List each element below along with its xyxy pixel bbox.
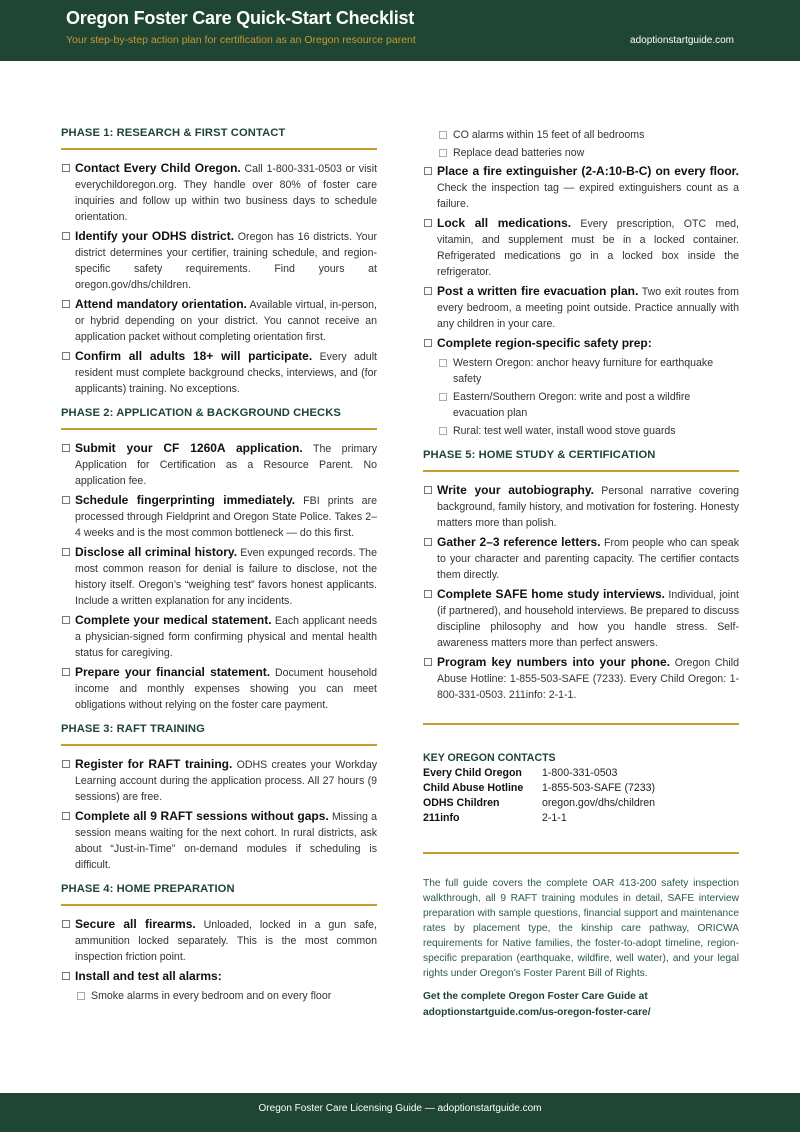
contacts-heading: KEY OREGON CONTACTS <box>423 752 556 764</box>
checklist-item: Lock all medications. Every prescription, OTC med, vitamin, and supplement must be in a locked container. Refrigerated medications go in a locked box inside the refrigerator. <box>423 215 739 280</box>
checkbox[interactable] <box>439 359 447 367</box>
checklist-item: Install and test all alarms: <box>61 968 377 985</box>
page-title: Oregon Foster Care Quick-Start Checklist <box>66 8 415 28</box>
right-column <box>423 127 739 1021</box>
phase1-heading: PHASE 1: RESEARCH & FIRST CONTACT <box>61 127 286 139</box>
header-site-link[interactable]: adoptionstartguide.com <box>630 35 734 46</box>
section-divider <box>423 852 739 854</box>
checklist-item: Complete all 9 RAFT sessions without gaps. Missing a session means waiting for the next cohort. In rural districts, ask about “Just-in-Time” on-demand modules if scheduling is difficult. <box>61 808 377 873</box>
contact-row: Child Abuse Hotline 1-855-503-SAFE (7233) <box>423 782 656 794</box>
checklist-subitem: Smoke alarms in every bedroom and on every floor <box>61 988 377 1004</box>
phase1-rule <box>61 148 377 150</box>
checklist-item: Complete SAFE home study interviews. Individual, joint (if partnered), and household interviews. Be prepared to discuss discipline philosophy and how you handle stress. Self-awareness matters more than perfect answers. <box>423 586 739 651</box>
checklist-item: Complete region-specific safety prep: <box>423 335 739 352</box>
checkbox[interactable] <box>62 496 70 504</box>
checklist-item: Schedule fingerprinting immediately. FBI prints are processed through Fieldprint and Oregon State Police. Takes 2–4 weeks and is the most common bottleneck — do this first. <box>61 492 377 541</box>
phase2-rule <box>61 428 377 430</box>
phase4-rule <box>61 904 377 906</box>
checkbox[interactable] <box>62 164 70 172</box>
left-column <box>61 127 377 1006</box>
cta-link[interactable]: Get the complete Oregon Foster Care Guide at adoptionstartguide.com/us-oregon-foster-care/ <box>423 991 651 1018</box>
checklist-item: Post a written fire evacuation plan. Two exit routes from every bedroom, a meeting point outside. Practice annually with any children in your care. <box>423 283 739 332</box>
checkbox[interactable] <box>424 486 432 494</box>
checkbox[interactable] <box>62 352 70 360</box>
checklist-item: Attend mandatory orientation. Available virtual, in-person, or hybrid depending on your district. You cannot receive an application packet without completing orientation first. <box>61 296 377 345</box>
phase2-heading: PHASE 2: APPLICATION & BACKGROUND CHECKS <box>61 407 341 419</box>
checkbox[interactable] <box>62 920 70 928</box>
checklist-item: Identify your ODHS district. Oregon has 16 districts. Your district determines your certifier, training schedule, and region-specific safety requirements. Find yours at oregon.gov/dhs/children. <box>61 228 377 293</box>
checkbox[interactable] <box>62 548 70 556</box>
checklist-subitem: Rural: test well water, install wood stove guards <box>423 423 739 439</box>
checklist-item: Gather 2–3 reference letters. From people who can speak to your character and parenting capacity. The certifier contacts them directly. <box>423 534 739 583</box>
checkbox[interactable] <box>62 668 70 676</box>
checklist-item: Secure all firearms. Unloaded, locked in a gun safe, ammunition locked separately. This is the most common inspection friction point. <box>61 916 377 965</box>
checkbox[interactable] <box>439 149 447 157</box>
phase5-rule <box>423 470 739 472</box>
checkbox[interactable] <box>424 538 432 546</box>
checklist-subitem: Replace dead batteries now <box>423 145 739 161</box>
phase5-heading: PHASE 5: HOME STUDY & CERTIFICATION <box>423 449 656 461</box>
checkbox[interactable] <box>439 131 447 139</box>
checklist-item: Prepare your financial statement. Document household income and monthly expenses showing you can meet obligations without relying on the foster care payment. <box>61 664 377 713</box>
checkbox[interactable] <box>62 444 70 452</box>
checklist-item: Complete your medical statement. Each applicant needs a physician-signed form confirming physical and mental health status for caregiving. <box>61 612 377 661</box>
page-header <box>0 0 800 61</box>
checkbox[interactable] <box>424 590 432 598</box>
checklist-item: Disclose all criminal history. Even expunged records. The most common reason for denial is failure to disclose, not the history itself. Oregon’s “weighing test” favors honest applicants. Include a written explanation for any incidents. <box>61 544 377 609</box>
contact-row: ODHS Children oregon.gov/dhs/children <box>423 797 656 809</box>
promo-text: The full guide covers the complete OAR 413-200 safety inspection walkthrough, all 9 RAFT training modules in detail, SAFE interview preparation with sample questions, financial support and maintenance rates by placement type, the kinship care pathway, ORICWA requirements for Native families, the foster-to-adopt timeline, region-specific preparation (earthquake, wildfire, well water), and your legal rights under Oregon’s Foster Parent Bill of Rights. <box>423 878 739 979</box>
checkbox[interactable] <box>62 760 70 768</box>
checkbox[interactable] <box>62 972 70 980</box>
checkbox[interactable] <box>62 300 70 308</box>
checkbox[interactable] <box>424 219 432 227</box>
checklist-item: Confirm all adults 18+ will participate. Every adult resident must complete background checks, interviews, and (for applicants) training. No exceptions. <box>61 348 377 397</box>
checkbox[interactable] <box>439 427 447 435</box>
page-subtitle: Your step-by-step action plan for certification as an Oregon resource parent <box>66 34 416 46</box>
checkbox[interactable] <box>77 992 85 1000</box>
footer-text: Oregon Foster Care Licensing Guide — adoptionstartguide.com <box>258 1103 542 1114</box>
checkbox[interactable] <box>439 393 447 401</box>
checklist-subitem: Western Oregon: anchor heavy furniture for earthquake safety <box>423 355 739 387</box>
checkbox[interactable] <box>424 287 432 295</box>
checklist-subitem: CO alarms within 15 feet of all bedrooms <box>423 127 739 143</box>
checklist-item: Program key numbers into your phone. Oregon Child Abuse Hotline: 1-855-503-SAFE (7233). Every Child Oregon: 1-800-331-0503. 211info: 2-1-1. <box>423 654 739 703</box>
phase4-heading: PHASE 4: HOME PREPARATION <box>61 883 235 895</box>
checkbox[interactable] <box>424 339 432 347</box>
page-footer <box>0 1093 800 1132</box>
checkbox[interactable] <box>424 658 432 666</box>
checklist-item: Write your autobiography. Personal narrative covering background, family history, and motivation for fostering. Honesty matters more than polish. <box>423 482 739 531</box>
checkbox[interactable] <box>62 232 70 240</box>
checkbox[interactable] <box>62 812 70 820</box>
checklist-item: Contact Every Child Oregon. Call 1-800-331-0503 or visit everychildoregon.org. They handle over 80% of foster care inquiries and follow up within two business days to schedule orientation. <box>61 160 377 225</box>
checklist-subitem: Eastern/Southern Oregon: write and post a wildfire evacuation plan <box>423 389 739 421</box>
phase3-heading: PHASE 3: RAFT TRAINING <box>61 723 205 735</box>
section-divider <box>423 723 739 725</box>
contact-row: Every Child Oregon 1-800-331-0503 <box>423 767 618 779</box>
checklist-item: Register for RAFT training. ODHS creates your Workday Learning account during the application process. All 27 hours (9 sessions) are free. <box>61 756 377 805</box>
checklist-item: Submit your CF 1260A application. The primary Application for Certification as a Resource Parent. No application fee. <box>61 440 377 489</box>
phase3-rule <box>61 744 377 746</box>
contact-row: 211info 2-1-1 <box>423 812 567 824</box>
checklist-item: Place a fire extinguisher (2-A:10-B-C) on every floor. Check the inspection tag — expired extinguishers count as a failure. <box>423 163 739 212</box>
checkbox[interactable] <box>62 616 70 624</box>
checkbox[interactable] <box>424 167 432 175</box>
